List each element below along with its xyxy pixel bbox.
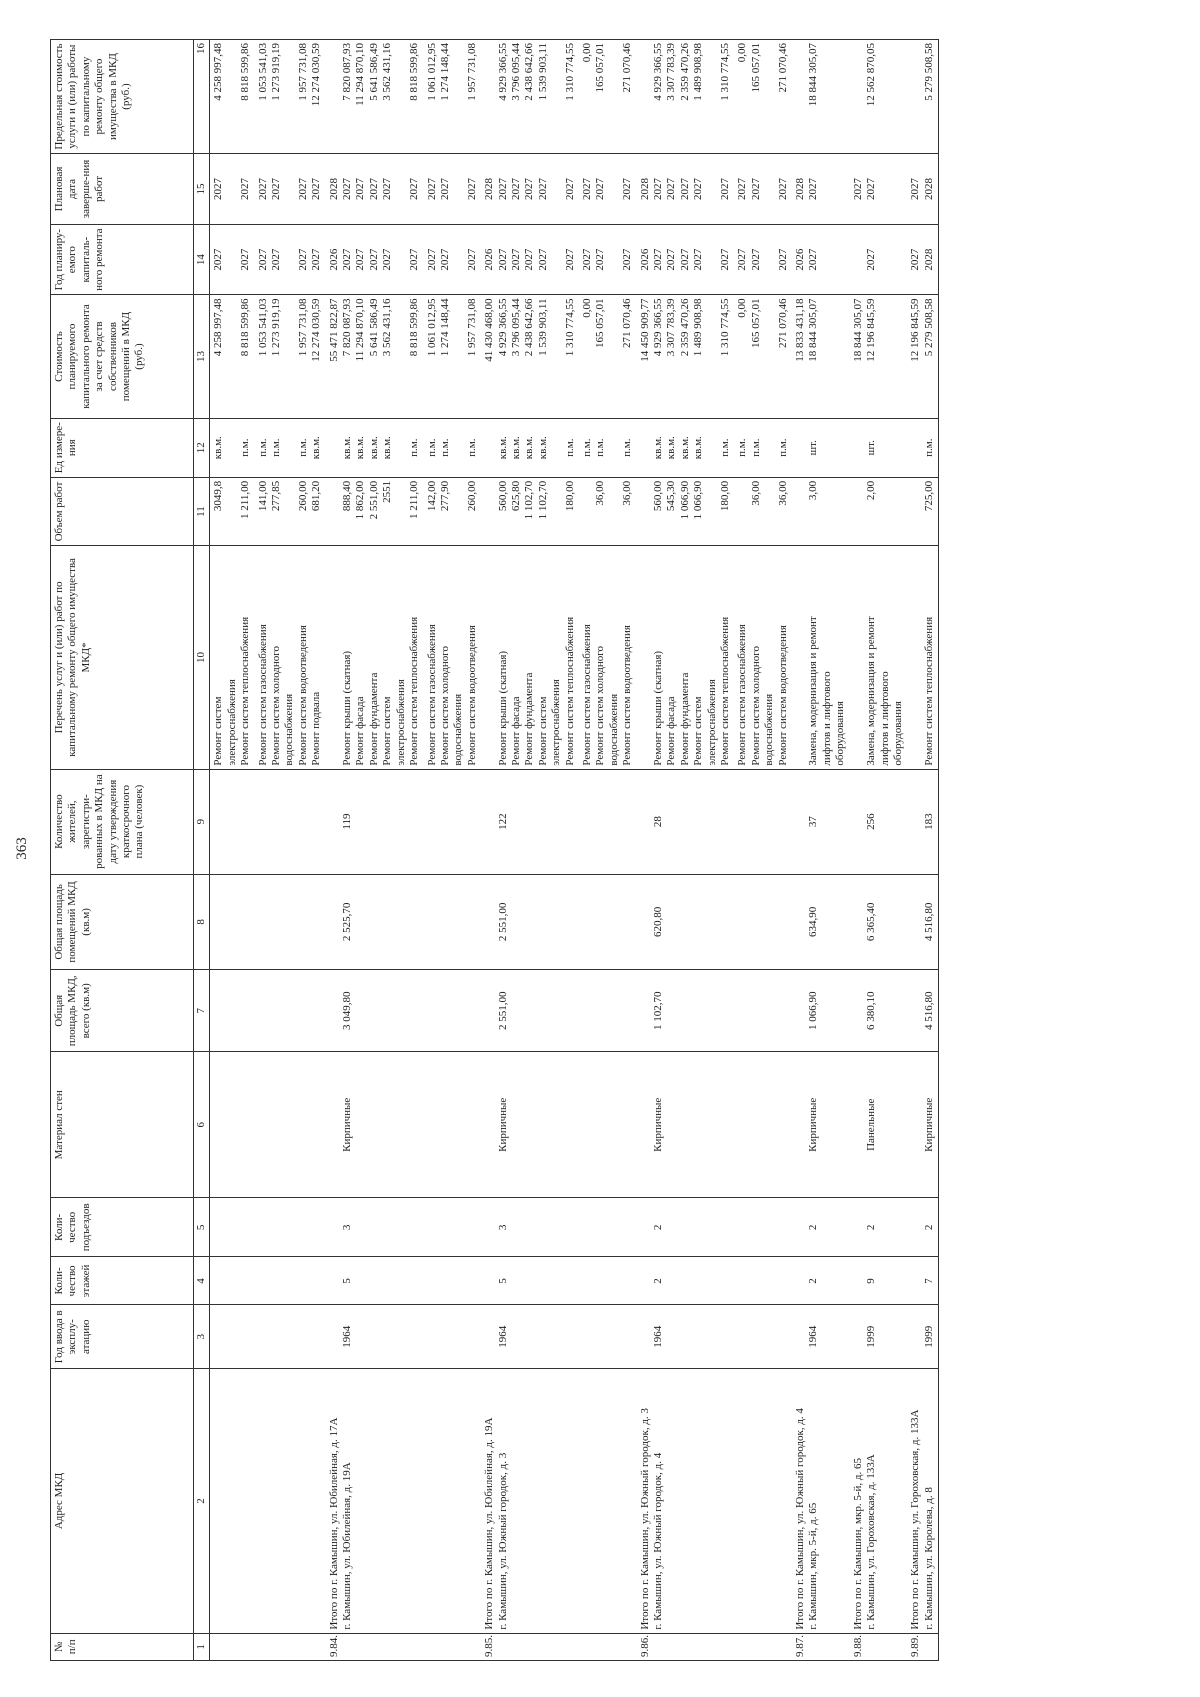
cell-residents <box>210 769 255 874</box>
cell-address <box>424 1369 482 1633</box>
cell-volume: 725,00 <box>907 477 938 545</box>
cell-completion-date: 2027 2027 2027 2027 <box>255 154 326 225</box>
cell-entrances: 2 <box>907 1198 938 1257</box>
column-number: 3 <box>194 1305 210 1369</box>
cell-completion-date: 2028 2027 2027 2027 2027 2027 <box>637 154 735 225</box>
capital-repair-table <box>50 39 939 1661</box>
table-row <box>907 40 938 1661</box>
cell-residents <box>579 769 637 874</box>
cell-total-area: 3 049,80 <box>326 970 424 1052</box>
cell-address: Итого по г. Камышин, мкр. 5-й, д. 65 г. Камышин, ул. Гороховская, д. 133А <box>850 1369 908 1633</box>
cell-address: Итого по г. Камышин, ул. Южный городок, д. 4 г. Камышин, мкр. 5-й, д. 65 <box>792 1369 850 1633</box>
cell-planned-cost: 1 053 541,03 1 273 919,19 1 957 731,08 12 274 030,59 <box>255 295 326 418</box>
cell-unit: кв.м. п.м. <box>210 418 255 477</box>
cell-entrances: 3 <box>481 1198 579 1257</box>
cell-row-number: 9.84. <box>326 1633 424 1660</box>
cell-year-built: 1964 <box>481 1305 579 1369</box>
cell-year-built: 1964 <box>637 1305 735 1369</box>
table-row <box>326 40 424 1661</box>
header-residents: Количество жителей, зарегистри-рованных в МКД на дату утверждения краткосрочного плана (человек) <box>51 769 194 874</box>
cell-unit: кв.м. кв.м. кв.м. кв.м. п.м. <box>637 418 735 477</box>
cell-total-area <box>255 970 326 1052</box>
cell-repair-year: 2026 2027 2027 2027 2027 2027 <box>637 224 735 295</box>
table-row <box>850 40 908 1661</box>
cell-floors <box>255 1257 326 1305</box>
cell-unit: п.м. п.м. п.м. <box>734 418 792 477</box>
cell-total-area <box>734 970 792 1052</box>
cell-row-number: 9.89. <box>907 1633 938 1660</box>
cell-address: Итого по г. Камышин, ул. Юбилейная, д. 17А г. Камышин, ул. Юбилейная, д. 19А <box>326 1369 424 1633</box>
cell-premises-area: 634,90 <box>792 874 850 970</box>
cell-row-number <box>255 1633 326 1660</box>
cell-row-number: 9.87. <box>792 1633 850 1660</box>
cell-row-number <box>210 1633 255 1660</box>
cell-work-list: Ремонт крыши (скатная) Ремонт фасада Ремонт фундамента Ремонт систем электроснабжения Ремонт систем теплоснабжения <box>481 546 579 769</box>
cell-total-area: 2 551,00 <box>481 970 579 1052</box>
cell-max-cost: 0,00 165 057,01 271 070,46 <box>579 40 637 154</box>
cell-floors <box>424 1257 482 1305</box>
cell-row-number <box>424 1633 482 1660</box>
cell-unit: кв.м. кв.м. кв.м. кв.м. п.м. <box>481 418 579 477</box>
cell-floors: 9 <box>850 1257 908 1305</box>
cell-wall-material <box>424 1052 482 1198</box>
column-number: 11 <box>194 477 210 545</box>
cell-max-cost: 1 053 541,03 1 273 919,19 1 957 731,08 12 274 030,59 <box>255 40 326 154</box>
cell-repair-year: 2027 2027 2027 <box>424 224 482 295</box>
cell-wall-material <box>734 1052 792 1198</box>
cell-max-cost: 4 258 997,48 8 818 599,86 <box>210 40 255 154</box>
cell-year-built <box>734 1305 792 1369</box>
cell-floors: 2 <box>792 1257 850 1305</box>
cell-planned-cost: 13 833 431,18 18 844 305,07 <box>792 295 850 418</box>
cell-wall-material: Панельные <box>850 1052 908 1198</box>
cell-unit: шт. <box>792 418 850 477</box>
cell-unit: п.м. п.м. п.м. <box>579 418 637 477</box>
cell-wall-material <box>255 1052 326 1198</box>
cell-planned-cost: 0,00 165 057,01 271 070,46 <box>579 295 637 418</box>
table-row <box>255 40 326 1661</box>
cell-max-cost: 4 929 366,55 3 796 095,44 2 438 642,66 1 539 903,11 1 310 774,55 <box>481 40 579 154</box>
cell-total-area <box>579 970 637 1052</box>
cell-work-list: Ремонт систем электроснабжения Ремонт систем теплоснабжения <box>210 546 255 769</box>
column-number: 13 <box>194 295 210 418</box>
cell-volume: 142,00 277,90 260,00 <box>424 477 482 545</box>
cell-work-list: Ремонт систем газоснабжения Ремонт систем холодного водоснабжения Ремонт систем водоотведения <box>734 546 792 769</box>
cell-total-area <box>210 970 255 1052</box>
column-number: 8 <box>194 874 210 970</box>
cell-volume: 560,00 545,30 1 066,90 1 066,90 180,00 <box>637 477 735 545</box>
header-premises-area: Общая площадь помещений МКД (кв.м) <box>51 874 194 970</box>
cell-max-cost: 7 820 087,93 11 294 870,10 5 641 586,49 3 562 431,16 8 818 599,86 <box>326 40 424 154</box>
cell-work-list: Ремонт систем газоснабжения Ремонт систем холодного водоснабжения Ремонт систем водоотведения <box>579 546 637 769</box>
header-wall-material: Материал стен <box>51 1052 194 1198</box>
header-repair-year: Год планиру-емого капиталь-ного ремонта <box>51 224 194 295</box>
cell-row-number <box>579 1633 637 1660</box>
cell-wall-material: Кирпичные <box>907 1052 938 1198</box>
cell-volume: 3,00 <box>792 477 850 545</box>
cell-floors <box>210 1257 255 1305</box>
cell-work-list: Ремонт систем газоснабжения Ремонт систем холодного водоснабжения Ремонт систем водоотведения <box>424 546 482 769</box>
cell-work-list: Замена, модернизация и ремонт лифтов и лифтового оборудования <box>850 546 908 769</box>
cell-max-cost: 0,00 165 057,01 271 070,46 <box>734 40 792 154</box>
cell-wall-material <box>210 1052 255 1198</box>
cell-row-number: 9.86. <box>637 1633 735 1660</box>
cell-row-number: 9.88. <box>850 1633 908 1660</box>
column-number-row <box>194 40 210 1661</box>
cell-year-built: 1964 <box>326 1305 424 1369</box>
cell-unit: шт. <box>850 418 908 477</box>
column-number: 9 <box>194 769 210 874</box>
cell-year-built: 1999 <box>850 1305 908 1369</box>
cell-completion-date: 2028 2027 2027 2027 2027 2027 <box>326 154 424 225</box>
cell-completion-date: 2027 2028 <box>907 154 938 225</box>
cell-volume: 888,40 1 862,00 2 551,00 2551 1 211,00 <box>326 477 424 545</box>
cell-residents: 28 <box>637 769 735 874</box>
table-row <box>481 40 579 1661</box>
cell-planned-cost: 1 061 012,95 1 274 148,44 1 957 731,08 <box>424 295 482 418</box>
cell-residents: 37 <box>792 769 850 874</box>
column-number: 1 <box>194 1633 210 1660</box>
cell-volume: 2,00 <box>850 477 908 545</box>
cell-floors: 5 <box>326 1257 424 1305</box>
cell-completion-date: 2027 2027 <box>850 154 908 225</box>
cell-row-number <box>734 1633 792 1660</box>
header-address: Адрес МКД <box>51 1369 194 1633</box>
cell-residents <box>255 769 326 874</box>
cell-premises-area: 4 516,80 <box>907 874 938 970</box>
cell-premises-area <box>579 874 637 970</box>
cell-work-list: Ремонт систем теплоснабжения <box>907 546 938 769</box>
column-number: 7 <box>194 970 210 1052</box>
cell-repair-year: 2027 2027 2027 <box>734 224 792 295</box>
cell-max-cost: 4 929 366,55 3 307 783,39 2 359 470,26 1 489 908,98 1 310 774,55 <box>637 40 735 154</box>
cell-volume: 141,00 277,85 260,00 681,20 <box>255 477 326 545</box>
cell-year-built <box>579 1305 637 1369</box>
cell-total-area: 1 102,70 <box>637 970 735 1052</box>
cell-repair-year: 2027 <box>850 224 908 295</box>
page-number: 363 <box>14 837 30 860</box>
cell-completion-date: 2028 2027 <box>792 154 850 225</box>
cell-repair-year: 2027 2027 <box>210 224 255 295</box>
cell-unit: п.м. <box>907 418 938 477</box>
cell-entrances <box>424 1198 482 1257</box>
cell-completion-date: 2027 2027 2027 <box>734 154 792 225</box>
cell-entrances <box>210 1198 255 1257</box>
cell-address <box>255 1369 326 1633</box>
cell-completion-date: 2028 2027 2027 2027 2027 2027 <box>481 154 579 225</box>
cell-completion-date: 2027 2027 2027 <box>579 154 637 225</box>
cell-floors: 7 <box>907 1257 938 1305</box>
cell-premises-area: 620,80 <box>637 874 735 970</box>
cell-entrances: 2 <box>637 1198 735 1257</box>
table-row <box>579 40 637 1661</box>
header-floors: Коли-чество этажей <box>51 1257 194 1305</box>
column-number: 15 <box>194 154 210 225</box>
cell-total-area: 4 516,80 <box>907 970 938 1052</box>
cell-wall-material <box>579 1052 637 1198</box>
cell-floors <box>734 1257 792 1305</box>
column-number: 10 <box>194 546 210 769</box>
header-max-cost: Предельная стоимость услуги и (или) работы по капитальному ремонту общего имущества в МКД (руб.) <box>51 40 194 154</box>
header-total-area: Общая площадь МКД, всего (кв.м) <box>51 970 194 1052</box>
column-number: 2 <box>194 1369 210 1633</box>
cell-total-area <box>424 970 482 1052</box>
header-work-list: Перечень услуг и (или) работ по капитальному ремонту общего имущества МКД* <box>51 546 194 769</box>
header-row <box>51 40 194 1661</box>
cell-residents <box>734 769 792 874</box>
cell-premises-area: 6 365,40 <box>850 874 908 970</box>
cell-entrances: 2 <box>792 1198 850 1257</box>
cell-unit: п.м. п.м. п.м. <box>424 418 482 477</box>
table-row <box>637 40 735 1661</box>
cell-year-built <box>255 1305 326 1369</box>
cell-premises-area <box>734 874 792 970</box>
cell-max-cost: 12 562 870,05 <box>850 40 908 154</box>
cell-residents: 122 <box>481 769 579 874</box>
cell-floors <box>579 1257 637 1305</box>
cell-unit: п.м. п.м. п.м. кв.м. <box>255 418 326 477</box>
cell-total-area: 6 380,10 <box>850 970 908 1052</box>
cell-residents: 119 <box>326 769 424 874</box>
cell-address <box>210 1369 255 1633</box>
header-number: № п/п <box>51 1633 194 1660</box>
cell-planned-cost: 18 844 305,07 12 196 845,59 <box>850 295 908 418</box>
cell-repair-year: 2027 2027 2027 2027 <box>255 224 326 295</box>
cell-premises-area <box>255 874 326 970</box>
cell-work-list: Ремонт крыши (скатная) Ремонт фасада Ремонт фундамента Ремонт систем электроснабжения Ремонт систем теплоснабжения <box>326 546 424 769</box>
cell-wall-material: Кирпичные <box>637 1052 735 1198</box>
header-planned-cost: Стоимость планируемого капитального ремонта за счет средств собственников помещений в МКД (руб.) <box>51 295 194 418</box>
cell-entrances: 2 <box>850 1198 908 1257</box>
cell-volume: 560,00 625,80 1 102,70 1 102,70 180,00 <box>481 477 579 545</box>
cell-address <box>579 1369 637 1633</box>
cell-address: Итого по г. Камышин, ул. Юбилейная, д. 19А г. Камышин, ул. Южный городок, д. 3 <box>481 1369 579 1633</box>
cell-completion-date: 2027 2027 <box>210 154 255 225</box>
table-row <box>792 40 850 1661</box>
cell-planned-cost: 41 430 468,00 4 929 366,55 3 796 095,44 2 438 642,66 1 539 903,11 1 310 774,55 <box>481 295 579 418</box>
cell-repair-year: 2027 2027 2027 <box>579 224 637 295</box>
cell-repair-year: 2027 2028 <box>907 224 938 295</box>
cell-wall-material: Кирпичные <box>481 1052 579 1198</box>
cell-year-built <box>210 1305 255 1369</box>
cell-repair-year: 2026 2027 <box>792 224 850 295</box>
cell-work-list: Замена, модернизация и ремонт лифтов и лифтового оборудования <box>792 546 850 769</box>
cell-premises-area <box>424 874 482 970</box>
cell-residents: 183 <box>907 769 938 874</box>
cell-planned-cost: 14 450 909,77 4 929 366,55 3 307 783,39 2 359 470,26 1 489 908,98 1 310 774,55 <box>637 295 735 418</box>
header-entrances: Коли-чество подъездов <box>51 1198 194 1257</box>
cell-year-built: 1964 <box>792 1305 850 1369</box>
cell-repair-year: 2026 2027 2027 2027 2027 2027 <box>326 224 424 295</box>
cell-work-list: Ремонт крыши (скатная) Ремонт фасада Ремонт фундамента Ремонт систем электроснабжения Ремонт систем теплоснабжения <box>637 546 735 769</box>
cell-planned-cost: 4 258 997,48 8 818 599,86 <box>210 295 255 418</box>
cell-volume: 36,00 36,00 <box>579 477 637 545</box>
cell-planned-cost: 12 196 845,59 5 279 508,58 <box>907 295 938 418</box>
cell-work-list: Ремонт систем газоснабжения Ремонт систем холодного водоснабжения Ремонт систем водоотведения Ремонт подвала <box>255 546 326 769</box>
cell-premises-area <box>210 874 255 970</box>
cell-wall-material: Кирпичные <box>326 1052 424 1198</box>
table-row <box>210 40 255 1661</box>
column-number: 4 <box>194 1257 210 1305</box>
cell-wall-material: Кирпичные <box>792 1052 850 1198</box>
cell-address: Итого по г. Камышин, ул. Южный городок, д. 3 г. Камышин, ул. Южный городок, д. 4 <box>637 1369 735 1633</box>
cell-unit: кв.м. кв.м. кв.м. кв.м. п.м. <box>326 418 424 477</box>
cell-floors: 5 <box>481 1257 579 1305</box>
cell-year-built: 1999 <box>907 1305 938 1369</box>
cell-floors: 2 <box>637 1257 735 1305</box>
header-volume: Объем работ <box>51 477 194 545</box>
cell-premises-area: 2 551,00 <box>481 874 579 970</box>
cell-entrances <box>734 1198 792 1257</box>
cell-completion-date: 2027 2027 2027 <box>424 154 482 225</box>
cell-max-cost: 5 279 508,58 <box>907 40 938 154</box>
table-row <box>734 40 792 1661</box>
cell-max-cost: 1 061 012,95 1 274 148,44 1 957 731,08 <box>424 40 482 154</box>
cell-residents: 256 <box>850 769 908 874</box>
column-number: 16 <box>194 40 210 154</box>
cell-premises-area: 2 525,70 <box>326 874 424 970</box>
cell-planned-cost: 0,00 165 057,01 271 070,46 <box>734 295 792 418</box>
cell-address <box>734 1369 792 1633</box>
header-completion-date: Плановая дата заверше-ния работ <box>51 154 194 225</box>
cell-residents <box>424 769 482 874</box>
cell-year-built <box>424 1305 482 1369</box>
cell-address: Итого по г. Камышин, ул. Гороховская, д. 133А г. Камышин, ул. Королева, д. 8 <box>907 1369 938 1633</box>
cell-volume: 36,00 36,00 <box>734 477 792 545</box>
cell-entrances <box>579 1198 637 1257</box>
table-row <box>424 40 482 1661</box>
table-body <box>210 40 939 1661</box>
cell-volume: 3049,8 1 211,00 <box>210 477 255 545</box>
cell-max-cost: 18 844 305,07 <box>792 40 850 154</box>
cell-repair-year: 2026 2027 2027 2027 2027 2027 <box>481 224 579 295</box>
column-number: 12 <box>194 418 210 477</box>
column-number: 6 <box>194 1052 210 1198</box>
column-number: 5 <box>194 1198 210 1257</box>
cell-row-number: 9.85. <box>481 1633 579 1660</box>
cell-planned-cost: 55 471 822,87 7 820 087,93 11 294 870,10 5 641 586,49 3 562 431,16 8 818 599,86 <box>326 295 424 418</box>
cell-entrances: 3 <box>326 1198 424 1257</box>
cell-entrances <box>255 1198 326 1257</box>
header-year-built: Год ввода в эксплу-атацию <box>51 1305 194 1369</box>
cell-total-area: 1 066,90 <box>792 970 850 1052</box>
column-number: 14 <box>194 224 210 295</box>
header-unit: Ед измере-ния <box>51 418 194 477</box>
